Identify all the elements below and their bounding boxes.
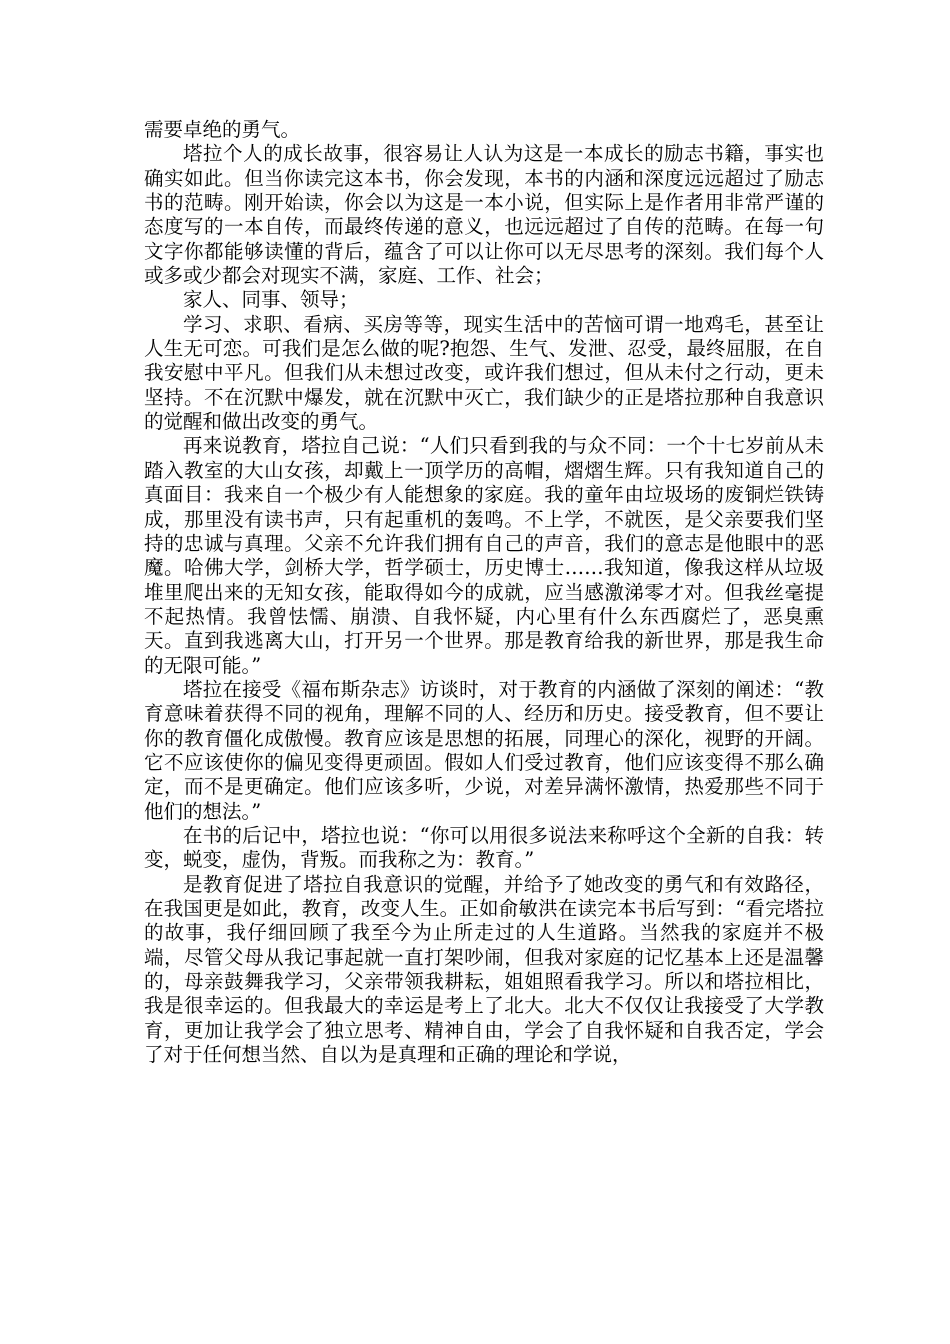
paragraph-0: 需要卓绝的勇气。 [144, 118, 301, 141]
paragraph-5: 塔拉在接受《福布斯杂志》访谈时，对于教育的内涵做了深刻的阐述：“教育意味着获得不同的视角，理解不同的人、经历和历史。接受教育，但不要让你的教育僵化成傲慢。教育应该是思想的拓展，同理心的深化，视野的开阔。它不应该使你的偏见变得更顽固。假如人们受过教育，他们应该变得不那么确定，而不是更确定。他们应该多听，少说，对差异满怀激情，热爱那些不同于他们的想法。” [144, 677, 824, 823]
paragraph-3: 学习、求职、看病、买房等等，现实生活中的苦恼可谓一地鸡毛，甚至让人生无可恋。可我们是怎么做的呢?抱怨、生气、发泄、忍受，最终屈服，在自我安慰中平凡。但我们从未想过改变，或许我们想过，但从未付之行动，更未坚持。不在沉默中爆发，就在沉默中灭亡，我们缺少的正是塔拉那种自我意识的觉醒和做出改变的勇气。 [144, 312, 824, 434]
paragraph-1: 塔拉个人的成长故事，很容易让人认为这是一本成长的励志书籍，事实也确实如此。但当你读完这本书，你会发现，本书的内涵和深度远远超过了励志书的范畴。刚开始读，你会以为这是一本小说，但实际上是作者用非常严谨的态度写的一本自传，而最终传递的意义，也远远超过了自传的范畴。在每一句文字你都能够读懂的背后，蕴含了可以让你可以无尽思考的深刻。我们每个人或多或少都会对现实不满，家庭、工作、社会； [144, 142, 824, 288]
document-body [144, 118, 824, 1067]
paragraph-7: 是教育促进了塔拉自我意识的觉醒，并给予了她改变的勇气和有效路径，在我国更是如此，教育，改变人生。正如俞敏洪在读完本书后写到：“看完塔拉的故事，我仔细回顾了我至今为止所走过的人生道路。当然我的家庭并不极端，尽管父母从我记事起就一直打架吵闹，但我对家庭的记忆基本上还是温馨的，母亲鼓舞我学习，父亲带领我耕耘，姐姐照看我学习。所以和塔拉相比，我是很幸运的。但我最大的幸运是考上了北大。北大不仅仅让我接受了大学教育，更加让我学会了独立思考、精神自由，学会了自我怀疑和自我否定，学会了对于任何想当然、自以为是真理和正确的理论和学说， [144, 872, 824, 1067]
paragraph-4: 再来说教育，塔拉自己说：“人们只看到我的与众不同：一个十七岁前从未踏入教室的大山女孩，却戴上一顶学历的高帽，熠熠生辉。只有我知道自己的真面目：我来自一个极少有人能想象的家庭。我的童年由垃圾场的废铜烂铁铸成，那里没有读书声，只有起重机的轰鸣。不上学，不就医，是父亲要我们坚持的忠诚与真理。父亲不允许我们拥有自己的声音，我们的意志是他眼中的恶魔。哈佛大学，剑桥大学，哲学硕士，历史博士……我知道，像我这样从垃圾堆里爬出来的无知女孩，能取得如今的成就，应当感激涕零才对。但我丝毫提不起热情。我曾怯懦、崩溃、自我怀疑，内心里有什么东西腐烂了，恶臭熏天。直到我逃离大山，打开另一个世界。那是教育给我的新世界，那是我生命的无限可能。” [144, 434, 824, 677]
paragraph-6: 在书的后记中，塔拉也说：“你可以用很多说法来称呼这个全新的自我：转变，蜕变，虚伪，背叛。而我称之为：教育。” [144, 823, 824, 872]
paragraph-2: 家人、同事、领导； [183, 288, 359, 312]
